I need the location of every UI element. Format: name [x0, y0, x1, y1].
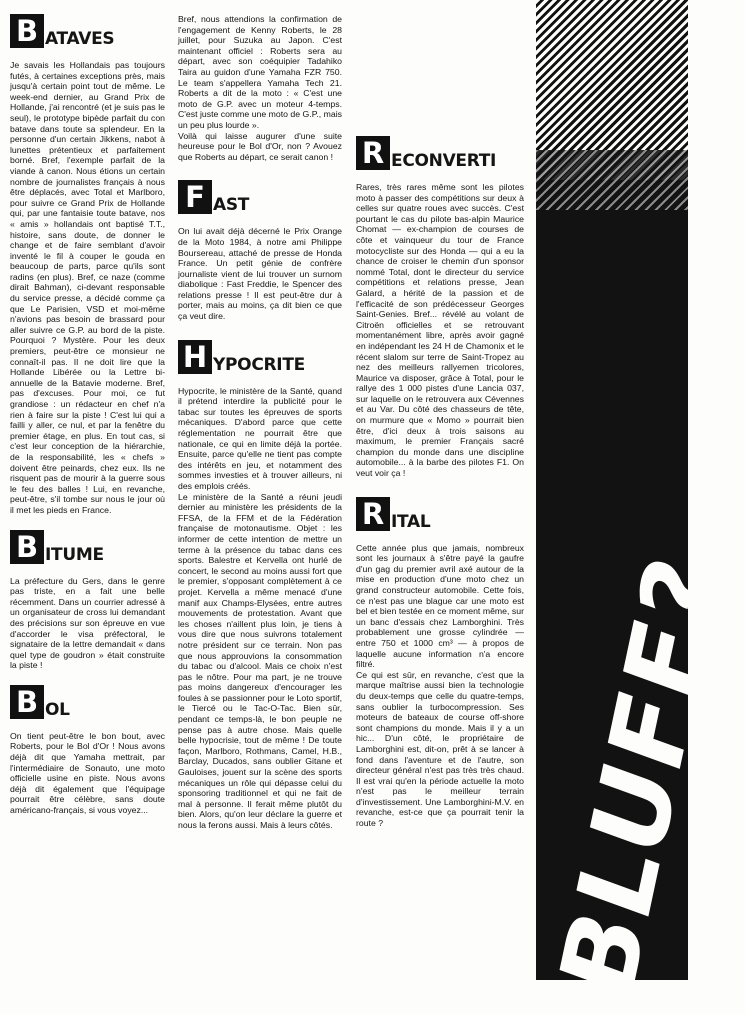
headline-reconverti: [356, 136, 524, 170]
article-bataves-text: Je savais les Hollandais pas toujours futés, à certaines exceptions près, mais jusqu'à certain point tout de même. Le week-end dernier, au Grand Prix de Hollande, j'ai rencontré (et je suis pas le seul), le prototype bipède parfait du con batave dans toute sa splendeur. En la personne d'un certain Jikkens, nabot à lunettes prétentieux et parfaitement borné. Bref, l'exemple parfait de la viande à canon. Nous étions un certain nombre de journalistes français à nous être déplacés, avec Total et Marlboro, pour suivre ce Grand Prix de Hollande qui, par une fantaisie toute batave, nos « amis » hollandais ont baptisé T.T., histoire, sans doute, de donner le change et de faire semblant d'avoir inventé le fil à couper le gouda en beaucoup de parts, parce qu'ils sont radins (en plus). Bref, ce naze (comme dirait Bahman), ci-devant responsable du service presse, a décidé comme ça que Le Parisien, VSD et moi-même n'avions pas besoin de brassard pour aller suivre ce G.P. au bord de la piste. Pourquoi ? Mystère. Pour les deux premiers, peut-être ce monsieur ne connaît-il pas. Il ne doit lire que la Hollande Libérée ou la Lettre bi-annuelle de la Batavie moderne. Bref, pas d'excuses. Pour moi, ce fut grandiose : un rédacteur en chef n'a rien à faire sur la piste ! C'est lui qui a failli y aller, ce nul, et par la fenêtre du premier étage, en plus. En tout cas, si c'est leur conception de la hiérarchie, de la responsabilité, les « chefs » doivent être peinards, chez eux. Ils ne risquent pas de mourir à la guerre sous le feu des balles ! Lui, en revanche, peut-être, s'il tombe sur nous le jour où il met les pieds en France.: [10, 60, 165, 515]
article-rital-text-2: Ce qui est sûr, en revanche, c'est que la marque maîtrise aussi bien la technologie du deux-temps que celle du quatre-temps, sans oublier la turbocompression. Ses moteurs de bateaux de course off-shore sont champions du monde. Mais il y a un hic... D'un côté, le propriétaire de Lamborghini est, dit-on, prêt à se lancer à fond dans l'aventure et de l'autre, son directeur général n'est pas très très chaud. Il est vrai qu'en la période actuelle la moto n'est pas le meilleur terrain d'investissement. Une Lamborghini-M.V. en revanche, est-ce que ça pourrait tenir la route ?: [356, 669, 524, 829]
article-bol-text-1: On tient peut-être le bon bout, avec Roberts, pour le Bol d'Or ! Nous avons déjà dit que Yamaha mettrait, par l'intermédiaire de Sonauto, une moto officielle usine en piste. Nous avons déjà dit également que l'équipage pourrait être célèbre, sans doute américano-français, si vous voyez...: [10, 730, 165, 816]
column-1: [10, 14, 165, 816]
headline-rest: OL: [45, 699, 70, 720]
column-3: [356, 14, 524, 829]
headline-fast: [178, 180, 342, 214]
headline-rest: YPOCRITE: [213, 354, 305, 375]
article-bol-text-3: Voilà qui laisse augurer d'une suite heureuse pour le Bol d'Or, non ? Avouez que Roberts au départ, ce serait canon !: [178, 130, 342, 162]
article-hypocrite-text-2: Le ministère de la Santé a réuni jeudi dernier au ministère les présidents de la FFSA, de la FFM et de la Fédération française de motonautisme. Objet : les informer de cette intention de mettre un terme à la présence du tabac dans ces sports. Balestre et Kervella ont hurlé de concert, le second au moins aussi fort que le premier, s'opposant complètement à ce projet. Kervella a même menacé d'une manif aux Champs-Elysées, entre autres mouvements de protestation. Avant que les choses n'aillent plus loin, je tiens à vous dire que nous suivrons totalement notre président sur ce terrain. Non pas que nous approuvions la consommation du tabac ou d'alcool. Mais ce choix n'est pas le nôtre. Pour ma part, je ne trouve pas moins dangereux d'encourager les foules à se passionner pour le Loto sportif, le Tiercé ou le Tac-O-Tac. Bien sûr, pendant ce temps-là, le bon peuple ne pense pas à autre chose. Mais quelle belle hypocrisie, tout de même ! De toute façon, Marlboro, Rothmans, Camel, H.B., Barclay, Ducados, sans oublier Gitane et Gauloises, jouent sur la scène des sports mécaniques un rôle qui dépasse celui du sponsoring traditionnel et qui ne fait de mal à personne. Il ferait même plutôt du bien. Alors, qu'on leur déclare la guerre et nous la ferons aussi. Mais à leurs côtés.: [178, 491, 342, 830]
headline-initial: B: [10, 14, 44, 48]
sidebar-banner: [536, 0, 745, 1014]
headline-rest: AST: [213, 195, 250, 216]
headline-rital: [356, 497, 524, 531]
article-bol-text-2: Bref, nous attendions la confirmation de l'engagement de Kenny Roberts, le 28 juillet, pour Suzuka au Japon. C'est maintenant officiel : Roberts sera au départ, avec son coéquipier Tadahiko Taira au guidon d'une Yamaha FZR 750. Le team s'appellera Yamaha Tech 21. Roberts a dit de la moto : « C'est une moto de G.P. avec un moteur 4-temps. C'est juste comme une moto de G.P., mais un peu plus lourde ».: [178, 14, 342, 130]
headline-rest: ATAVES: [45, 29, 115, 49]
article-rital-text-1: Cette année plus que jamais, nombreux sont les journaux à s'être payé la gaufre d'un gag du premier avril axé autour de la mise en production d'une moto chez un grand constructeur automobile. Cette fois, ce n'est pas une blague car une moto est bel et bien testée en ce moment même, sur un banc d'essais chez Lamborghini. Très probablement une grosse cylindrée — entre 750 et 1000 cm³ — à propos de laquelle aucune information n'a encore filtré.: [356, 542, 524, 670]
headline-initial: B: [10, 685, 44, 719]
stripe-pattern-fade: [536, 150, 688, 210]
article-fast-text: On lui avait déjà décerné le Prix Orange de la Moto 1984, à notre ami Philippe Boursereau, attaché de presse de Honda France. Un petit génie de confrère journaliste vient de lui trouver un surnom diabolique : Fast Freddie, le Spencer des relations presse ! Il est peut-être dur à porter, mais au moins, ça dit bien ce que ça veut dire.: [178, 226, 342, 322]
headline-initial: F: [178, 180, 212, 214]
article-hypocrite-text-1: Hypocrite, le ministère de la Santé, quand il prétend interdire la publicité pour le tabac sur toutes les épreuves de sports mécaniques. D'abord parce que cette réglementation ne pourrait être que nationale, ce qui en limite déjà la portée. Ensuite, parce qu'elle ne tient pas compte des intérêts en jeu, et notamment des sommes investies et à trouver ailleurs, ni des emplois créés.: [178, 385, 342, 491]
headline-rest: ITAL: [391, 511, 431, 532]
article-reconverti-text: Rares, très rares même sont les pilotes moto à passer des compétitions sur deux à celles sur quatre roues avec succès. C'est pourtant le cas du pilote bas-alpin Maurice Chomat — ex-champion de courses de côte et vainqueur du tour de France motocycliste sur des Honda — qui a eu la chance de croiser le chemin d'un sponsor nommé Total, dont le directeur du service compétitions et relations presse, Jean Galard, a hérité de la passion et de l'efficacité de son prédécesseur Georges Saint-Genies. Bref... révélé au volant de Citroën officielles et se retrouvant momentanément libre, après avoir gagné en indépendant les 24 H de Chamonix et le récent slalom sur terre de Saint-Tropez au nez des meilleurs rallyemen tricolores, Maurice va disposer, grâce à Total, pour le rallye des 1 000 pistes d'une Lancia 037, sur laquelle on le retrouvera aux Cévennes et au Var. Du côté des chasseurs de tête, on murmure que « Momo » pourrait bien être, d'ici deux à trois saisons au maximum, le premier Français sacré champion du monde dans une discipline automobile... à la barbe des pilotes F1. On veut voir ça !: [356, 182, 524, 479]
headline-bol: [10, 685, 165, 719]
headline-bataves: [10, 14, 165, 48]
headline-rest: ECONVERTI: [391, 151, 497, 171]
headline-initial: R: [356, 136, 390, 170]
column-2: [178, 14, 342, 831]
headline-initial: H: [178, 340, 212, 374]
headline-rest: ITUME: [45, 544, 104, 565]
headline-initial: R: [356, 497, 390, 531]
headline-initial: B: [10, 530, 44, 564]
headline-bitume: [10, 530, 165, 564]
article-bitume-text: La préfecture du Gers, dans le genre pas triste, en a fait une belle récemment. Dans un courrier adressé à un organisateur de cross lui demandant des précisions sur son épreuve en vue d'accorder le visa préfectoral, le signataire de la lettre demandait « dans quel type de goudron » était construite la piste !: [10, 575, 165, 671]
sidebar-title: BLUFF?: [537, 540, 745, 1014]
headline-hypocrite: [178, 340, 342, 374]
